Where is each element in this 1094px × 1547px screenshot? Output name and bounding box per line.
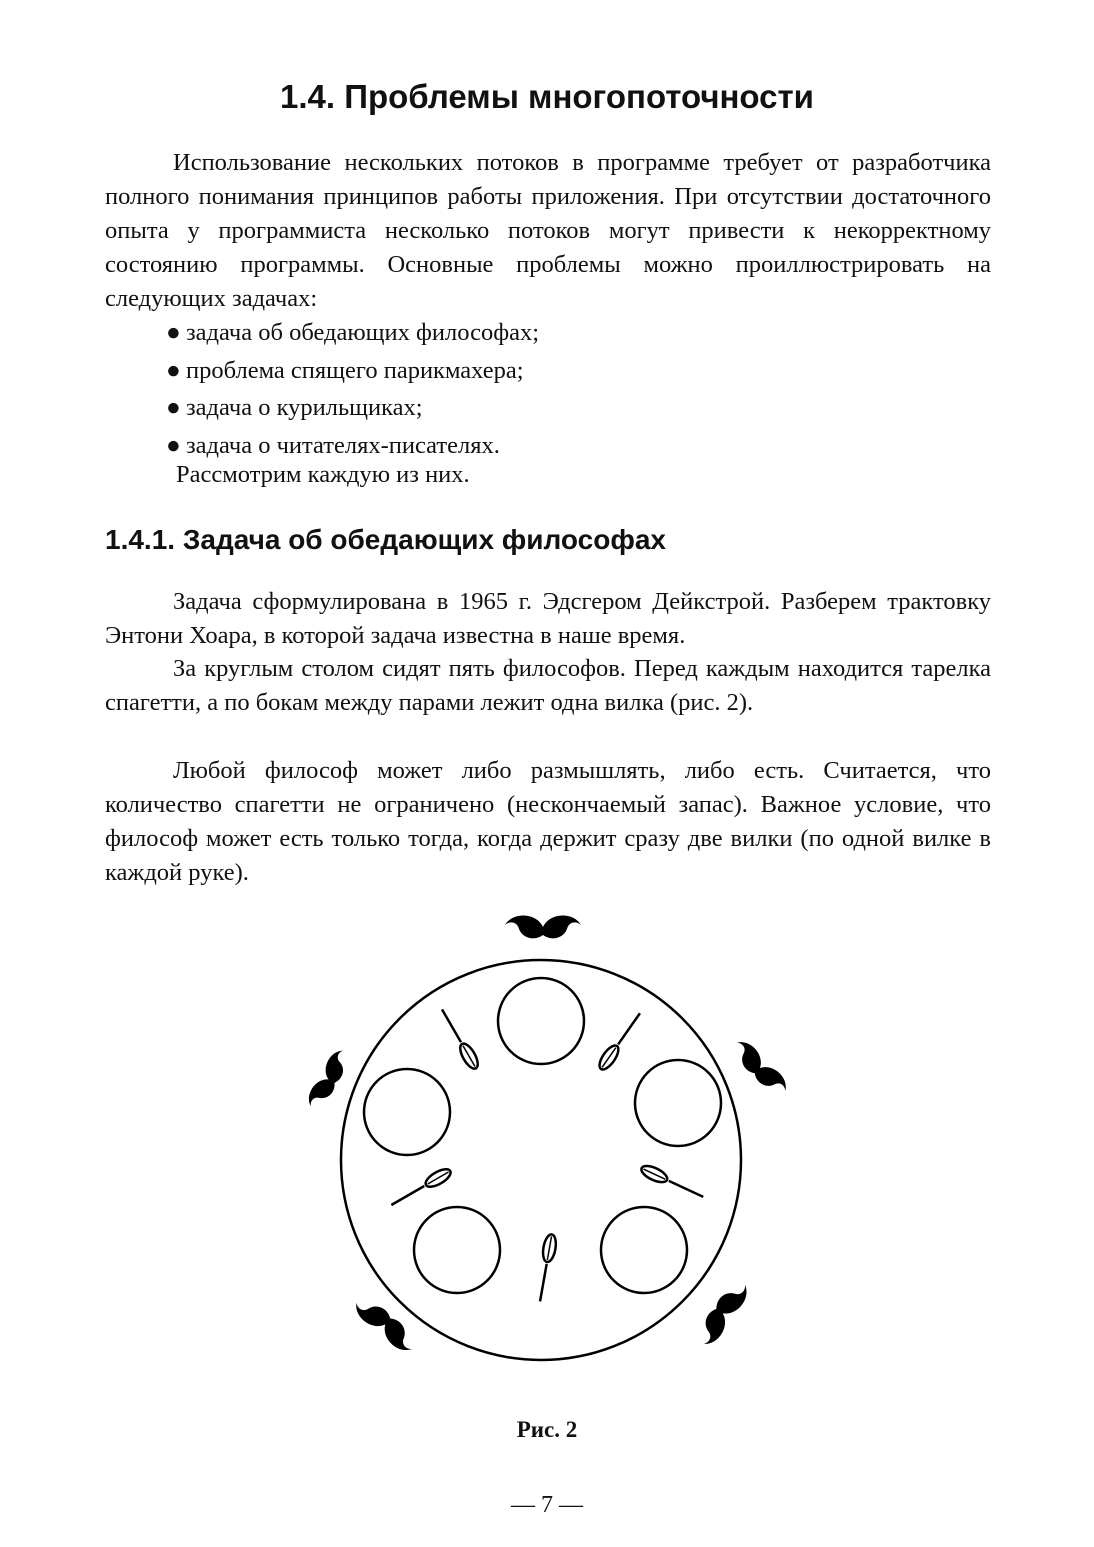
paragraph-2: За круглым столом сидят пять философов. Перед каждым находится тарелка спагетти, а по бокам между парами лежит одна вилка (рис. 2). bbox=[105, 655, 991, 716]
list-item: ● задача о читателях-писателях. bbox=[166, 431, 500, 459]
page-number: — 7 — bbox=[511, 1492, 583, 1518]
dining-philosophers-figure bbox=[300, 905, 790, 1385]
mustache-icon bbox=[505, 915, 581, 938]
paragraph-1: Задача сформулирована в 1965 г. Эдсгером Дейкстрой. Разберем трактовку Энтони Хоара, в которой задача известна в наше время. bbox=[105, 588, 991, 649]
section-title: 1.4. Проблемы многопоточности bbox=[280, 78, 814, 115]
paragraph-3: Любой философ может либо размышлять, либо есть. Считается, что количество спагетти не ограничено (нескончаемый запас). Важное условие, что философ может есть только тогда, когда держит сразу две вилки (по одной вилке в каждой руке). bbox=[105, 757, 991, 886]
intro-paragraph: Использование нескольких потоков в программе требует от разработчика полного понимания принципов работы приложения. При отсутствии достаточного опыта у программиста несколько потоков могут привести к некорректному состоянию программы. Основные проблемы можно проиллюстрировать на следующих задачах: bbox=[105, 149, 991, 312]
plate-icon bbox=[414, 1207, 500, 1293]
figure-caption: Рис. 2 bbox=[516, 1417, 578, 1442]
list-item: ● задача об обедающих философах; bbox=[166, 319, 540, 346]
plate-icon bbox=[601, 1207, 687, 1293]
plate-icon bbox=[364, 1069, 450, 1155]
list-item: ● задача о курильщиках; bbox=[166, 394, 423, 421]
plate-icon bbox=[635, 1060, 721, 1146]
list-item: ● проблема спящего парикмахера; bbox=[166, 356, 524, 384]
mustache-icon bbox=[693, 1277, 752, 1349]
subsection-title: 1.4.1. Задача об обедающих философах bbox=[105, 524, 666, 555]
mustache-icon bbox=[304, 1047, 353, 1113]
mustache-icon bbox=[728, 1037, 790, 1100]
problem-list bbox=[166, 314, 539, 464]
plate-icon bbox=[498, 978, 584, 1064]
outro-text: Рассмотрим каждую из них. bbox=[176, 461, 470, 488]
